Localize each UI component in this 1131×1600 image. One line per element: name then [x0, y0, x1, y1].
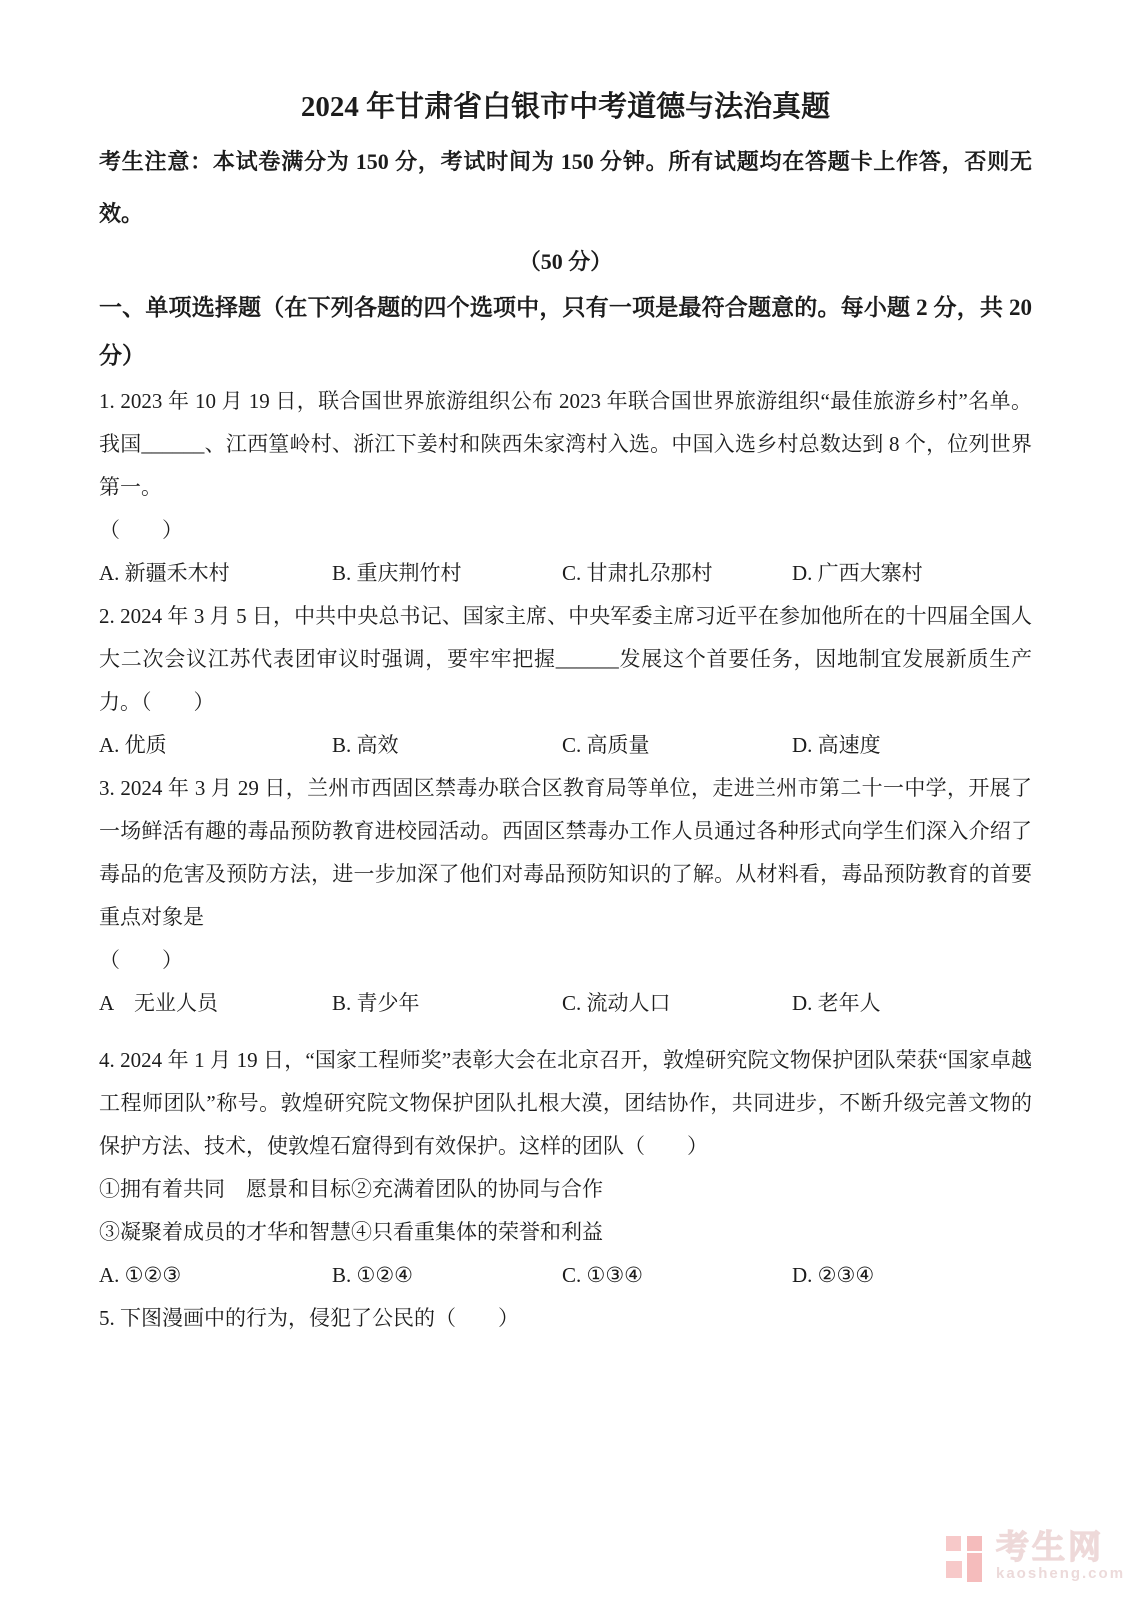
question-2-option-a: A. 优质 — [99, 733, 167, 757]
question-1-option-d: D. 广西大寨村 — [792, 561, 923, 585]
question-4-option-b: B. ①②④ — [332, 1263, 413, 1287]
kaosheng-logo-icon — [946, 1530, 986, 1582]
question-1-answer-paren: （ ） — [99, 518, 183, 542]
question-4-statements-1-2: ①拥有着共同 愿景和目标②充满着团队的协同与合作 — [99, 1177, 603, 1201]
kaosheng-brand-name: 考生网 — [996, 1528, 1104, 1565]
question-4-option-a: A. ①②③ — [99, 1263, 182, 1287]
question-1 — [99, 380, 1032, 595]
question-4-option-c: C. ①③④ — [562, 1263, 643, 1287]
question-1-options — [99, 552, 1032, 595]
question-4-option-d: D. ②③④ — [792, 1263, 875, 1287]
question-1-option-c: C. 甘肃扎尕那村 — [562, 561, 713, 585]
question-1-option-b: B. 重庆荆竹村 — [332, 561, 462, 585]
question-3-options — [99, 982, 1032, 1025]
question-2-options — [99, 724, 1032, 767]
question-3-stem: 3. 2024 年 3 月 29 日，兰州市西固区禁毒办联合区教育局等单位，走进兰州市第二十一中学，开展了一场鲜活有趣的毒品预防教育进校园活动。西固区禁毒办工作人员通过各种形式向学生们深入介绍了毒品的危害及预防方法，进一步加深了他们对毒品预防知识的了解。从材料看，毒品预防教育的首要重点对象是 — [99, 776, 1032, 929]
question-1-option-a: A. 新疆禾木村 — [99, 561, 230, 585]
page-title: 2024 年甘肃省白银市中考道德与法治真题 — [300, 91, 831, 123]
section-heading: 一、单项选择题（在下列各题的四个选项中，只有一项是最符合题意的。每小题 2 分，共 20 分） — [99, 295, 1032, 368]
section-score-line: （50 分） — [518, 249, 613, 274]
question-4-options — [99, 1254, 1032, 1297]
question-2-stem: 2. 2024 年 3 月 5 日，中共中央总书记、国家主席、中央军委主席习近平在参加他所在的十四届全国人大二次会议江苏代表团审议时强调，要牢牢把握______发展这个首要任务，因地制宜发展新质生产力。（ ） — [99, 604, 1032, 714]
question-4-stem: 4. 2024 年 1 月 19 日，“国家工程师奖”表彰大会在北京召开，敦煌研究院文物保护团队荣获“国家卓越工程师团队”称号。敦煌研究院文物保护团队扎根大漠，团结协作，共同进步，不断升级完善文物的保护方法、技术，使敦煌石窟得到有效保护。这样的团队（ ） — [99, 1048, 1032, 1158]
question-3 — [99, 767, 1032, 1025]
question-5-stem: 5. 下图漫画中的行为，侵犯了公民的（ ） — [99, 1306, 519, 1330]
question-3-answer-paren: （ ） — [99, 948, 183, 972]
question-2-option-b: B. 高效 — [332, 733, 399, 757]
kaosheng-watermark-text — [996, 1530, 1125, 1582]
kaosheng-watermark — [946, 1530, 1125, 1582]
question-3-option-d: D. 老年人 — [792, 991, 881, 1015]
question-2 — [99, 595, 1032, 767]
question-4-statements-3-4: ③凝聚着成员的才华和智慧④只看重集体的荣誉和利益 — [99, 1220, 603, 1244]
question-5 — [99, 1297, 1032, 1340]
question-3-option-c: C. 流动人口 — [562, 991, 671, 1015]
question-4 — [99, 1039, 1032, 1297]
question-2-option-d: D. 高速度 — [792, 733, 881, 757]
exam-notice: 考生注意：本试卷满分为 150 分，考试时间为 150 分钟。所有试题均在答题卡上作答，否则无效。 — [99, 149, 1032, 226]
question-1-stem: 1. 2023 年 10 月 19 日，联合国世界旅游组织公布 2023 年联合国世界旅游组织“最佳旅游乡村”名单。我国______、江西篁岭村、浙江下姜村和陕西朱家湾村入选。中国入选乡村总数达到 8 个，位列世界第一。 — [99, 389, 1032, 499]
kaosheng-domain: kaosheng.com — [996, 1565, 1126, 1582]
question-2-option-c: C. 高质量 — [562, 733, 650, 757]
question-3-option-a: A 无业人员 — [99, 991, 219, 1015]
question-3-option-b: B. 青少年 — [332, 991, 420, 1015]
